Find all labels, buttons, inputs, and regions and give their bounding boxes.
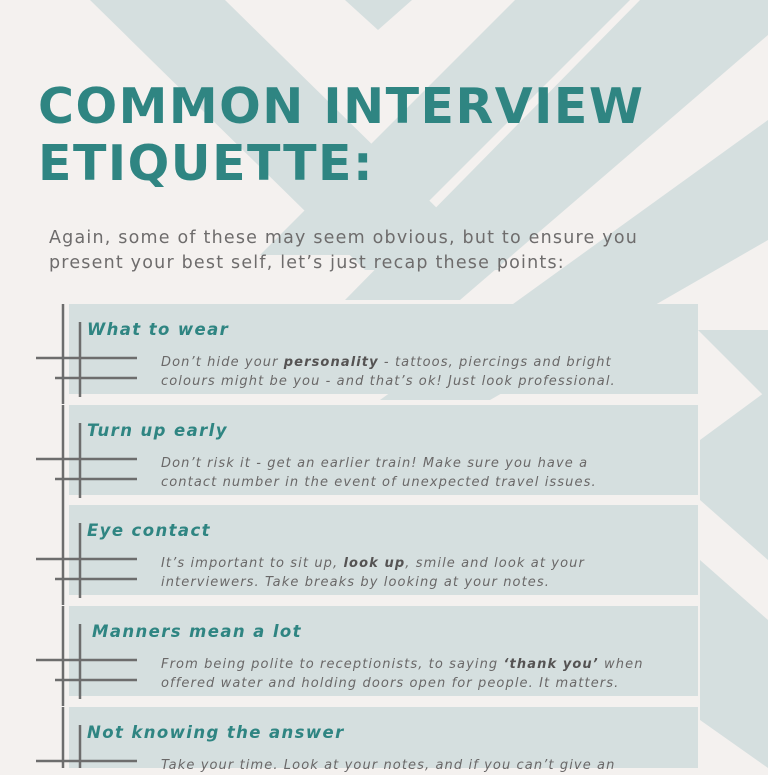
page-title: [38, 78, 644, 192]
emphasis-text: look up: [343, 556, 406, 571]
tip-card-line: colours might be you - and that’s ok! Just look professional.: [161, 374, 616, 389]
tip-card-title: Manners mean a lot: [92, 622, 302, 641]
tip-card-eye-contact: [69, 505, 698, 595]
tip-card-manners: [69, 606, 698, 696]
tip-card-line: Take your time. Look at your notes, and if you can’t give an: [161, 758, 616, 773]
intro-line-1: Again, some of these may seem obvious, but to ensure you: [49, 228, 639, 248]
tip-card-not-knowing: [69, 707, 698, 773]
tip-card-line: From being polite to receptionists, to saying ‘thank you’ when: [161, 657, 644, 672]
bg-stripe: [700, 390, 768, 560]
bg-stripe: [698, 330, 768, 400]
tip-card-title: Eye contact: [87, 521, 211, 540]
tip-card-turn-up-early: [69, 405, 698, 495]
tip-card-title: Turn up early: [87, 421, 228, 440]
tip-card-body: [161, 655, 644, 693]
intro-text: [49, 226, 638, 276]
emphasis-text: personality: [283, 355, 379, 370]
tip-card-body: [161, 454, 597, 492]
tip-card-line: interviewers. Take breaks by looking at your notes.: [161, 575, 551, 590]
tip-card-body: [161, 554, 585, 592]
tip-card-body: [161, 756, 615, 775]
tip-card-line: Don’t hide your personality - tattoos, piercings and bright: [161, 355, 612, 370]
intro-line-2: present your best self, let’s just recap these points:: [49, 253, 565, 273]
tip-card-what-to-wear: [69, 304, 698, 394]
bg-stripe: [700, 560, 768, 768]
tip-card-line: contact number in the event of unexpected travel issues.: [161, 475, 597, 490]
tip-card-line: It’s important to sit up, look up, smile and look at your: [161, 556, 585, 571]
tip-card-title: What to wear: [87, 320, 230, 339]
page-title-line-2: ETIQUETTE:: [38, 135, 375, 192]
emphasis-text: ‘thank you’: [503, 657, 599, 672]
page-title-line-1: COMMON INTERVIEW: [38, 78, 645, 135]
tip-card-line: Don’t risk it - get an earlier train! Make sure you have a: [161, 456, 589, 471]
tip-card-title: Not knowing the answer: [87, 723, 345, 742]
tip-card-line: offered water and holding doors open for people. It matters.: [161, 676, 620, 691]
tip-card-body: [161, 353, 616, 391]
bg-stripe: [345, 0, 412, 30]
